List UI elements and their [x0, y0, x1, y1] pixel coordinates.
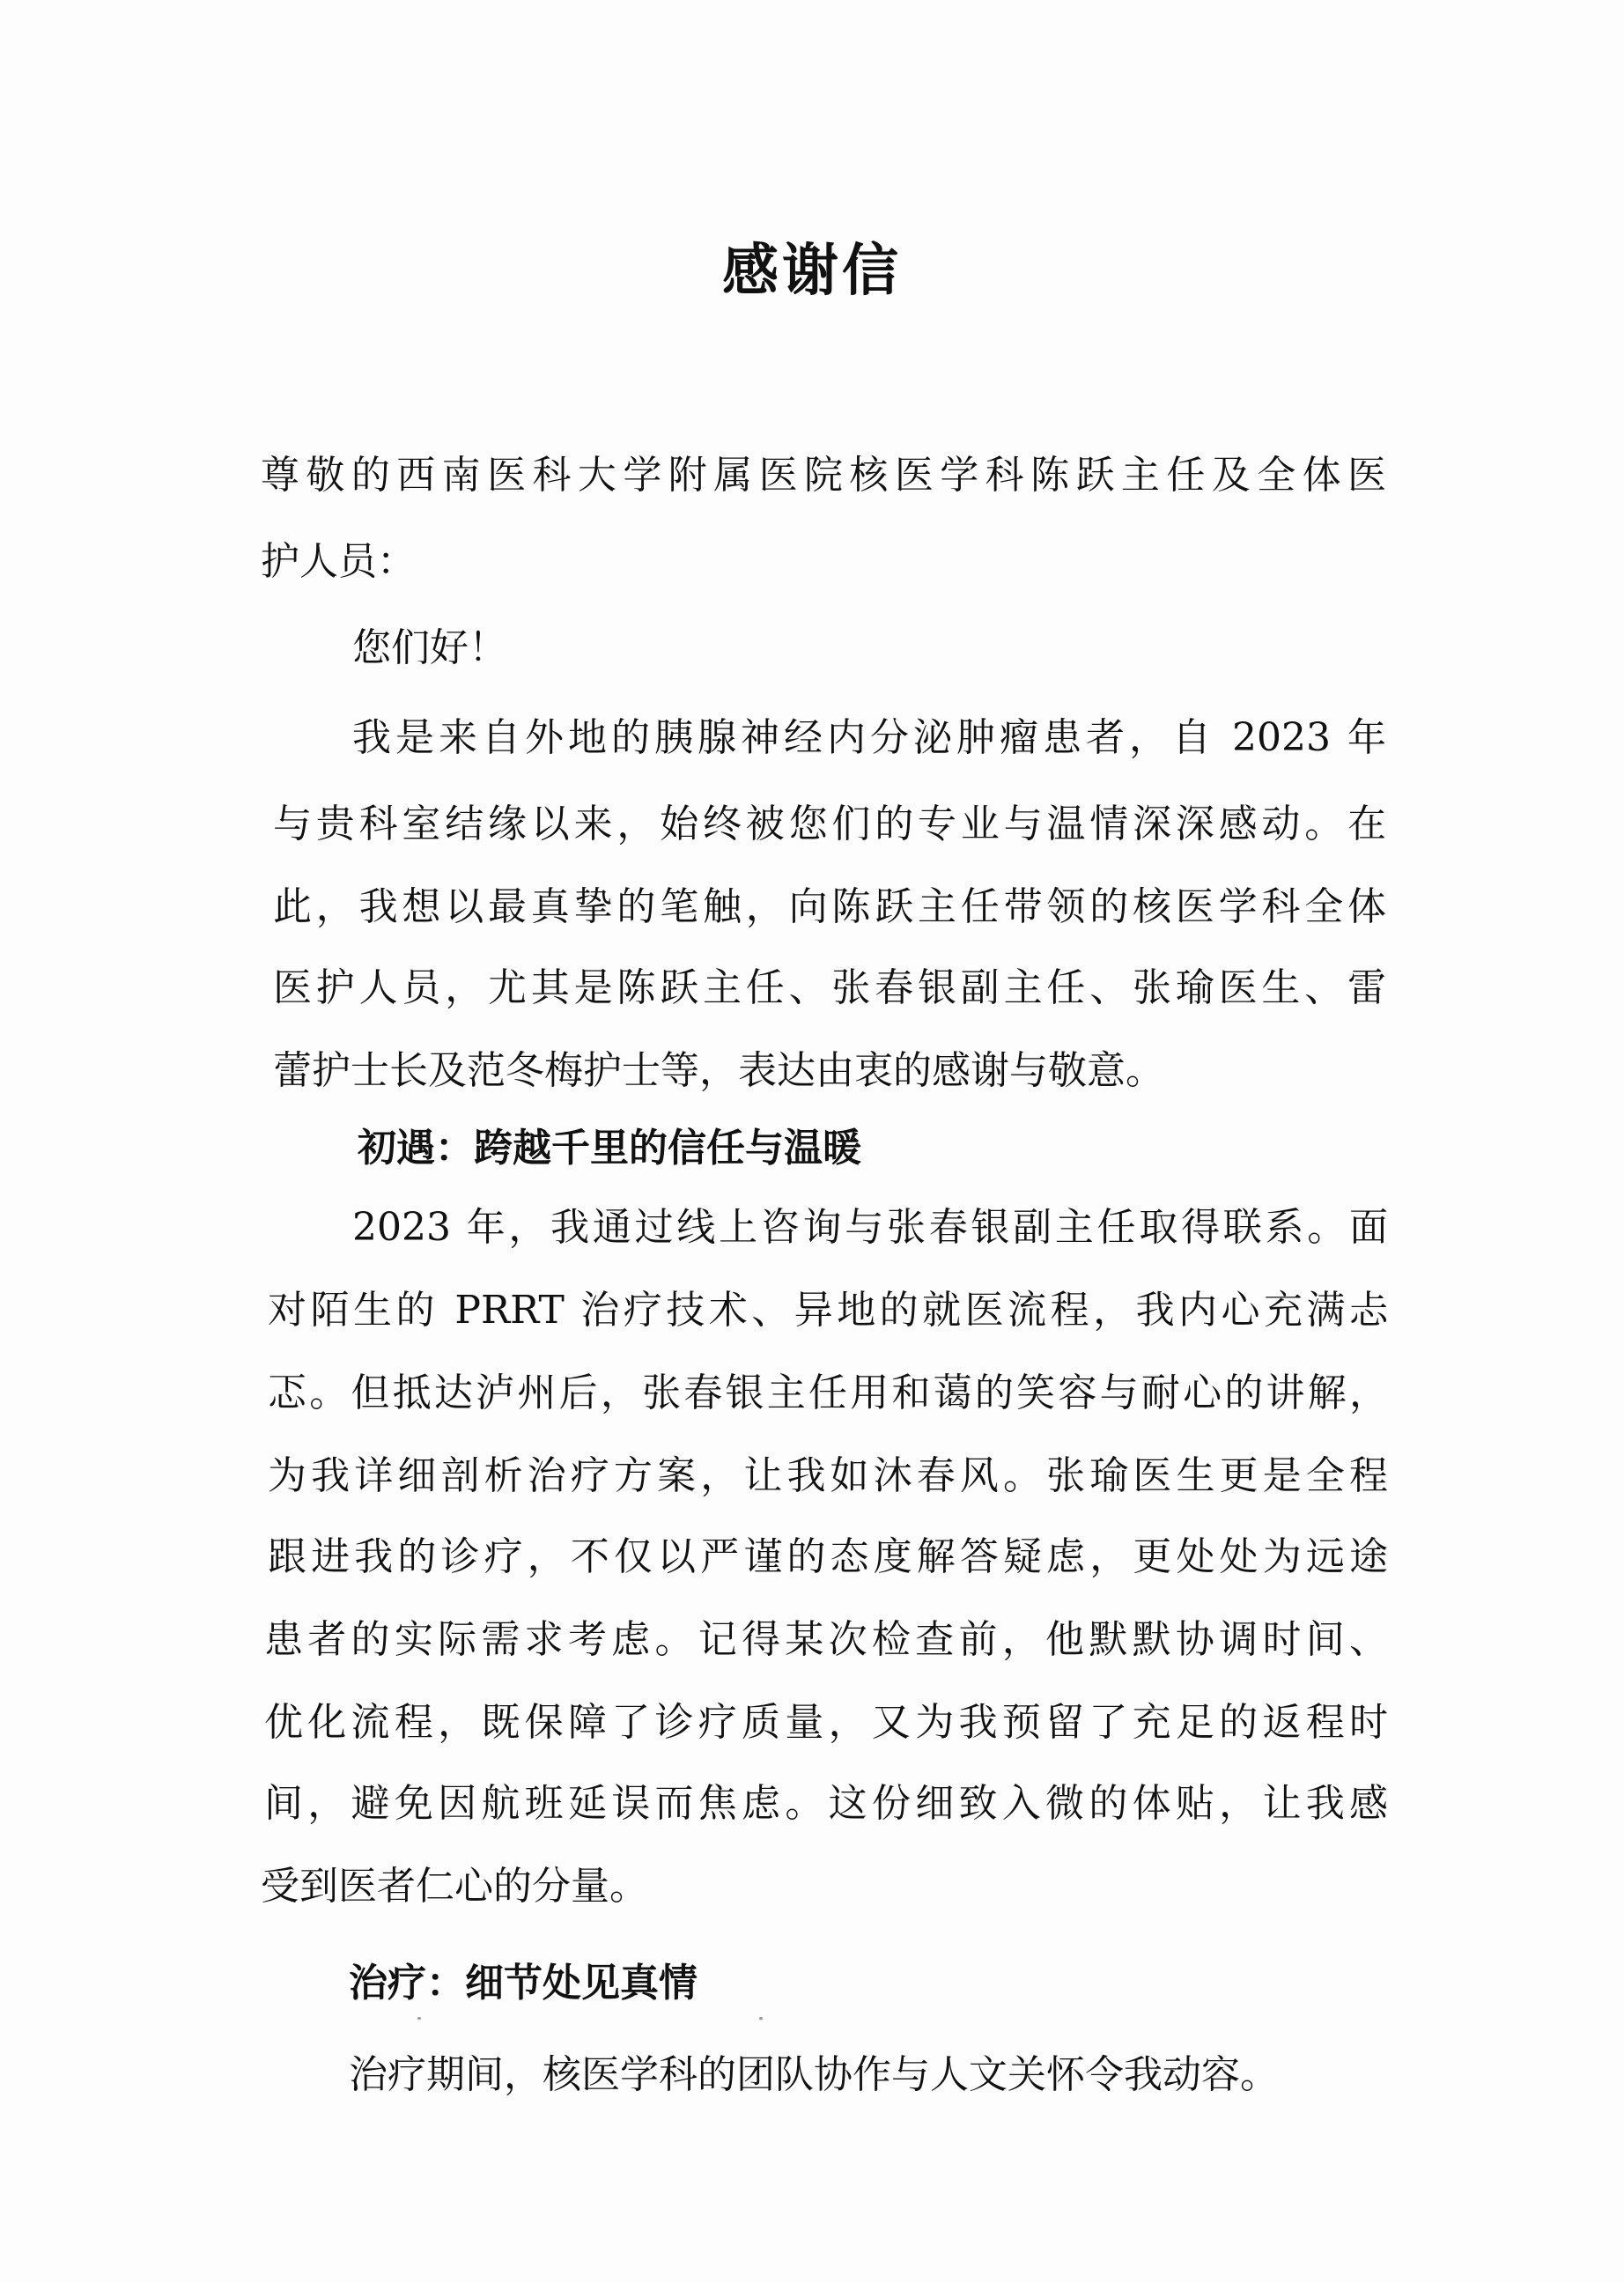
paragraph-1-line-4: 医护人员，尤其是陈跃主任、张春银副主任、张瑜医生、雷: [273, 965, 1386, 1010]
paragraph-1-line-5: 蕾护士长及范冬梅护士等，表达由衷的感谢与敬意。: [273, 1048, 1164, 1093]
section-heading-treatment: 治疗：细节处见真情: [349, 1961, 698, 2006]
paragraph-2-line-2: 对陌生的 PRRT 治疗技术、异地的就医流程，我内心充满忐: [268, 1288, 1388, 1333]
paragraph-2-line-5: 跟进我的诊疗，不仅以严谨的态度解答疑虑，更处处为远途: [268, 1534, 1388, 1579]
paragraph-2-line-7: 优化流程，既保障了诊疗质量，又为我预留了充足的返程时: [264, 1700, 1388, 1745]
letter-title: 感谢信: [722, 238, 902, 304]
paragraph-2-line-3: 忑。但抵达泸州后，张春银主任用和蔼的笑容与耐心的讲解，: [268, 1371, 1388, 1415]
salutation-line-1: 尊敬的西南医科大学附属医院核医学科陈跃主任及全体医: [261, 453, 1386, 498]
paragraph-2-line-4: 为我详细剖析治疗方案，让我如沐春风。张瑜医生更是全程: [268, 1453, 1388, 1498]
paragraph-2-line-9: 受到医者仁心的分量。: [261, 1864, 648, 1909]
scan-speck: [759, 2017, 763, 2020]
salutation-line-2: 护人员：: [261, 539, 416, 584]
paragraph-3-line-1: 治疗期间，核医学科的团队协作与人文关怀令我动容。: [349, 2052, 1279, 2097]
greeting: 您们好！: [352, 625, 507, 670]
paragraph-2-line-1: 2023 年，我通过线上咨询与张春银副主任取得联系。面: [352, 1205, 1388, 1250]
paragraph-1-line-2: 与贵科室结缘以来，始终被您们的专业与温情深深感动。在: [273, 802, 1386, 846]
paragraph-2-line-8: 间，避免因航班延误而焦虑。这份细致入微的体贴，让我感: [264, 1781, 1388, 1826]
section-heading-first-meeting: 初遇：跨越千里的信任与温暖: [358, 1126, 861, 1171]
paragraph-2-line-6: 患者的实际需求考虑。记得某次检查前，他默默协调时间、: [264, 1617, 1388, 1662]
paragraph-1-line-1: 我是来自外地的胰腺神经内分泌肿瘤患者，自 2023 年: [352, 715, 1386, 760]
paragraph-1-line-3: 此，我想以最真挚的笔触，向陈跃主任带领的核医学科全体: [273, 884, 1386, 929]
scan-speck: [417, 2017, 421, 2020]
